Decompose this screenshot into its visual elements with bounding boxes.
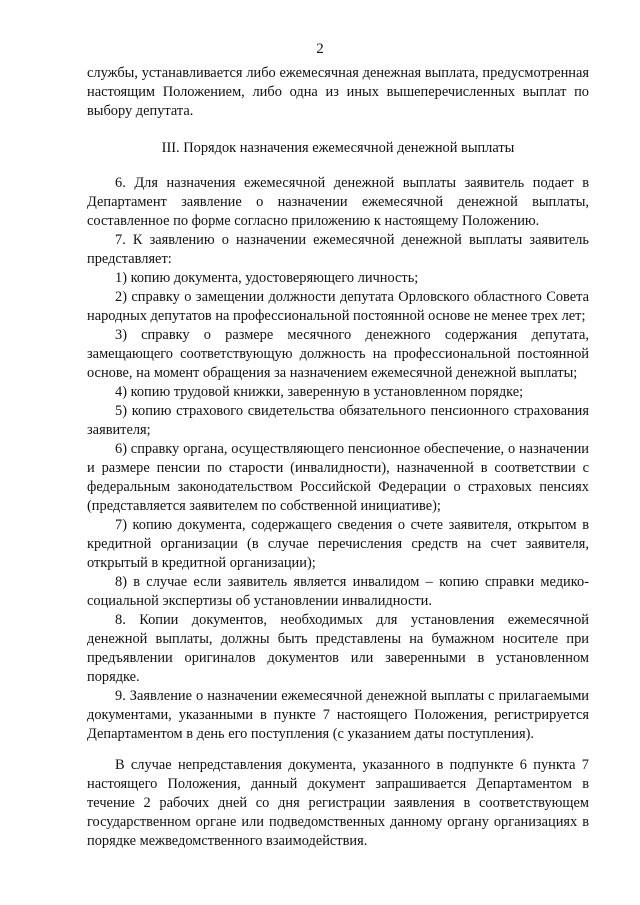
paragraph-intro: службы, устанавливается либо ежемесячная денежная выплата, предусмотренная настоящим Положением, либо одна из иных вышеперечисленных выплат по выбору депутата. xyxy=(87,65,589,119)
list-item-1: 1) копию документа, удостоверяющего личность; xyxy=(115,270,419,286)
paragraph-item-8: 8. Копии документов, необходимых для установления ежемесячной денежной выплаты, должны быть представлены на бумажном носителе при предъявлении оригиналов документов или заверенными в установленном порядке. xyxy=(87,612,589,685)
paragraph-item-6: 6. Для назначения ежемесячной денежной выплаты заявитель подает в Департамент заявление о назначении ежемесячной денежной выплаты, составленное по форме согласно приложению к настоящему Положению. xyxy=(87,175,589,229)
list-item-8: 8) в случае если заявитель является инвалидом – копию справки медико-социальной экспертизы об установлении инвалидности. xyxy=(87,574,589,609)
paragraph-item-7: 7. К заявлению о назначении ежемесячной денежной выплаты заявитель представляет: xyxy=(87,232,589,267)
paragraph-closing: В случае непредставления документа, указанного в подпункте 6 пункта 7 настоящего Положения, данный документ запрашивается Департаментом в течение 2 рабочих дней со дня регистрации заявления в соответствующем государственном органе или подведомственных данному органу организациях в порядке межведомственного взаимодействия. xyxy=(87,757,589,849)
list-item-3: 3) справку о размере месячного денежного содержания депутата, замещающего соответствующую должность на профессиональной постоянной основе, на момент обращения за назначением ежемесячной денежной выплаты; xyxy=(87,327,589,381)
list-item-6: 6) справку органа, осуществляющего пенсионное обеспечение, о назначении и размере пенсии по старости (инвалидности), назначенной в соответствии с федеральным законодательством Российской Федерации о страховых пенсиях (представляется заявителем по собственной инициативе); xyxy=(87,441,589,514)
section-heading: III. Порядок назначения ежемесячной денежной выплаты xyxy=(161,140,515,156)
document-body xyxy=(87,64,589,851)
list-item-5: 5) копию страхового свидетельства обязательного пенсионного страхования заявителя; xyxy=(87,403,589,438)
list-item-4: 4) копию трудовой книжки, заверенную в установленном порядке; xyxy=(115,384,524,400)
list-item-7: 7) копию документа, содержащего сведения о счете заявителя, открытом в кредитной организации (в случае перечисления средств на счет заявителя, открытый в кредитной организации); xyxy=(87,517,589,571)
list-item-2: 2) справку о замещении должности депутата Орловского областного Совета народных депутатов на профессиональной постоянной основе не менее трех лет; xyxy=(87,289,589,324)
paragraph-item-9: 9. Заявление о назначении ежемесячной денежной выплаты с прилагаемыми документами, указанными в пункте 7 настоящего Положения, регистрируется Департаментом в день его поступления (с указанием даты поступления). xyxy=(87,688,589,742)
page-number: 2 xyxy=(316,41,324,57)
